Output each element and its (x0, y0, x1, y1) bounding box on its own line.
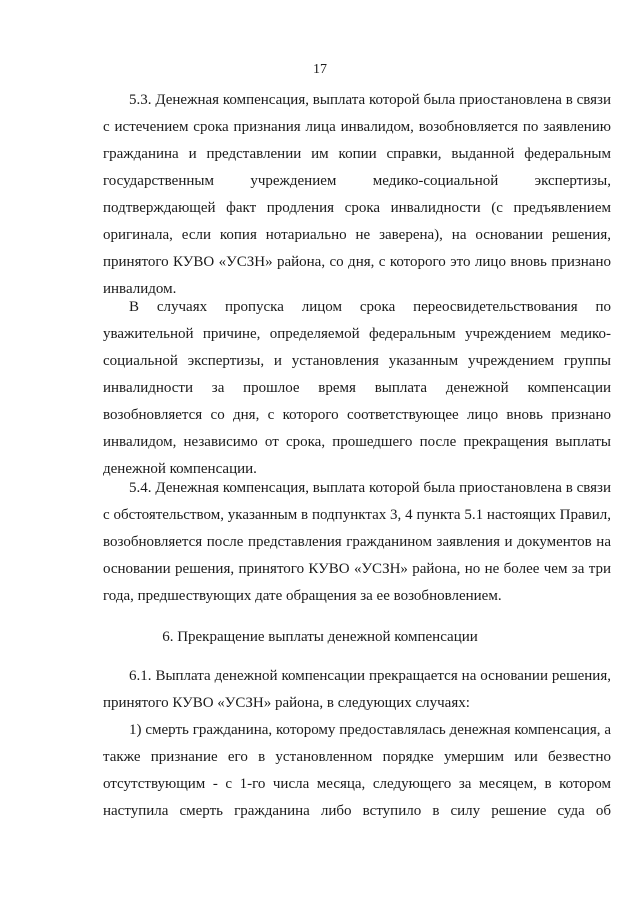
paragraph-5-4-line: с обстоятельством, указанным в подпунктах 3, 4 пункта 5.1 настоящих Правил, (103, 507, 611, 523)
paragraph-5-4-line: основании решения, принятого КУВО «УСЗН» района, но не более чем за три (103, 561, 611, 577)
paragraph-reexam-line: денежной компенсации. (103, 461, 257, 477)
paragraph-reexam-line: возобновляется со дня, с которого соответствующее лицо вновь признано (103, 407, 611, 423)
paragraph-5-3-line: принятого КУВО «УСЗН» района, со дня, с которого это лицо вновь признано (103, 254, 611, 270)
item-1-line: отсутствующим - с 1-го числа месяца, следующего за месяцем, в котором (103, 776, 611, 792)
paragraph-6-1-line: принятого КУВО «УСЗН» района, в следующих случаях: (103, 695, 470, 711)
paragraph-reexam-line: В случаях пропуска лицом срока переосвидетельствования по (129, 299, 611, 315)
paragraph-5-3-line: инвалидом. (103, 281, 177, 297)
paragraph-5-4-line: возобновляется после представления гражданином заявления и документов на (103, 534, 611, 550)
paragraph-5-3-line: с истечением срока признания лица инвалидом, возобновляется по заявлению (103, 119, 611, 135)
paragraph-5-3-line: 5.3. Денежная компенсация, выплата которой была приостановлена в связи (129, 92, 611, 108)
paragraph-reexam-line: инвалидности за прошлое время выплата денежной компенсации (103, 380, 611, 396)
paragraph-reexam-line: уважительной причине, определяемой федеральным учреждением медико- (103, 326, 611, 342)
paragraph-reexam-line: социальной экспертизы, и установления указанным учреждением группы (103, 353, 611, 369)
item-1-line: также признание его в установленном порядке умершим или безвестно (103, 749, 611, 765)
paragraph-5-3-line: подтверждающей факт продления срока инвалидности (с предъявлением (103, 200, 611, 216)
paragraph-5-4-line: 5.4. Денежная компенсация, выплата которой была приостановлена в связи (129, 480, 611, 496)
paragraph-5-3-line: оригинала, если копия нотариально не заверена), на основании решения, (103, 227, 611, 243)
item-1-line: наступила смерть гражданина либо вступило в силу решение суда об (103, 803, 611, 819)
paragraph-reexam-line: инвалидом, независимо от срока, прошедшего после прекращения выплаты (103, 434, 611, 450)
page-number: 17 (313, 62, 327, 77)
section-heading: 6. Прекращение выплаты денежной компенсации (162, 629, 478, 645)
item-1-line: 1) смерть гражданина, которому предоставлялась денежная компенсация, а (129, 722, 611, 738)
paragraph-5-4-line: года, предшествующих дате обращения за ее возобновлением. (103, 588, 502, 604)
paragraph-6-1-line: 6.1. Выплата денежной компенсации прекращается на основании решения, (129, 668, 611, 684)
paragraph-5-3-line: государственным учреждением медико-социальной экспертизы, (103, 173, 611, 189)
paragraph-5-3-line: гражданина и представлении им копии справки, выданной федеральным (103, 146, 611, 162)
